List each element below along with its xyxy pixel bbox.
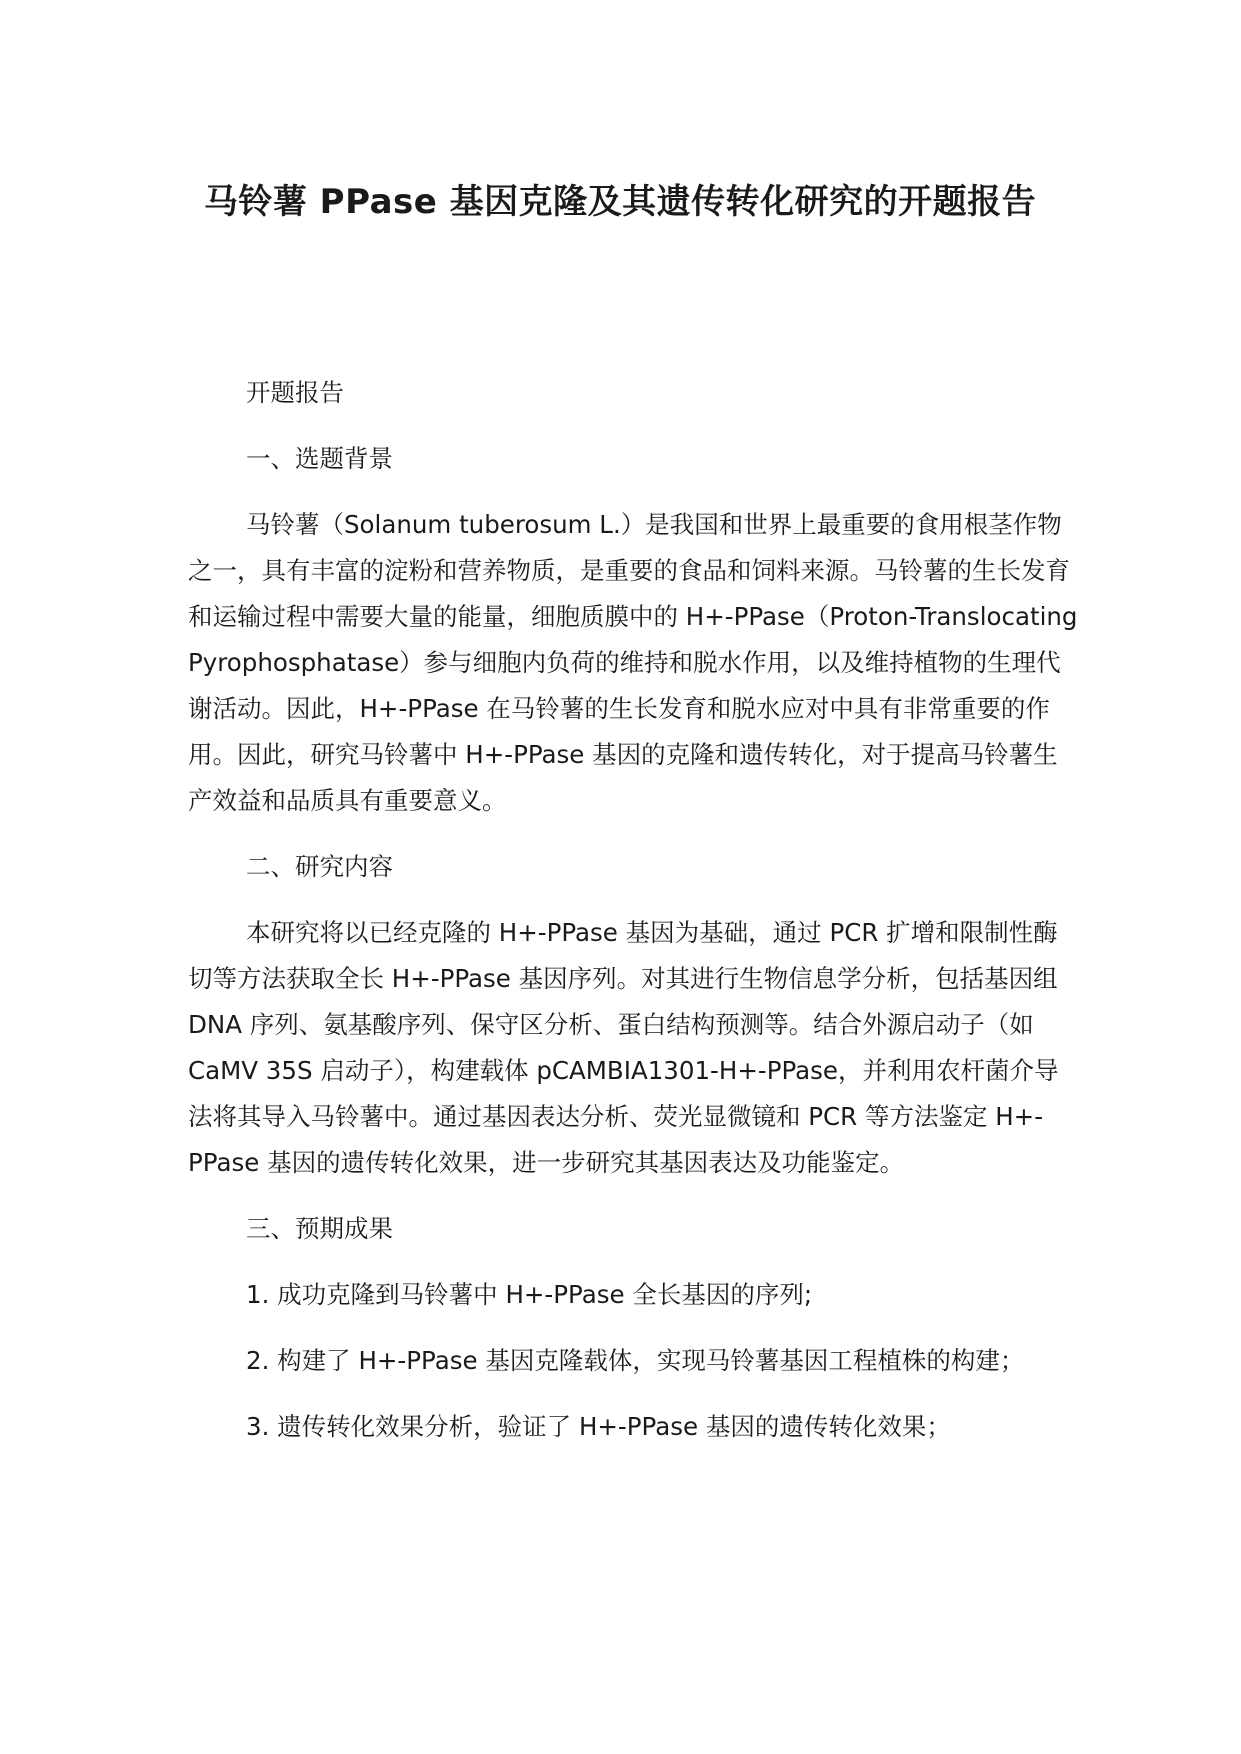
outcome-item-3: 3. 遗传转化效果分析，验证了 H+-PPase 基因的遗传转化效果；: [246, 1412, 951, 1441]
outcome-item-1: 1. 成功克隆到马铃薯中 H+-PPase 全长基因的序列;: [246, 1280, 813, 1309]
content-paragraph: 本研究将以已经克隆的 H+-PPase 基因为基础，通过 PCR 扩增和限制性酶切等方法获取全长 H+-PPase 基因序列。对其进行生物信息学分析，包括基因组 DNA 序列、氨基酸序列、保守区分析、蛋白结构预测等。结合外源启动子（如 CaMV 35S 启动子），构建载体 pCAMBIA1301-H+-PPase，并利用农杆菌介导法将其导入马铃薯中。通过基因表达分析、荧光显微镜和 PCR 等方法鉴定 H+-PPase 基因的遗传转化效果，进一步研究其基因表达及功能鉴定。: [188, 918, 1059, 1177]
section-label: 开题报告: [246, 378, 344, 407]
section-heading-content: 二、研究内容: [246, 852, 393, 881]
section-heading-background: 一、选题背景: [246, 444, 393, 473]
background-paragraph: 马铃薯（Solanum tuberosum L.）是我国和世界上最重要的食用根茎作物之一，具有丰富的淀粉和营养物质，是重要的食品和饲料来源。马铃薯的生长发育和运输过程中需要大量的能量，细胞质膜中的 H+-PPase（Proton-Translocating Pyrophosphatase）参与细胞内负荷的维持和脱水作用，以及维持植物的生理代谢活动。因此，H+-PPase 在马铃薯的生长发育和脱水应对中具有非常重要的作用。因此，研究马铃薯中 H+-PPase 基因的克隆和遗传转化，对于提高马铃薯生产效益和品质具有重要意义。: [188, 510, 1078, 815]
document-title: 马铃薯 PPase 基因克隆及其遗传转化研究的开题报告: [203, 182, 1037, 222]
section-heading-outcomes: 三、预期成果: [246, 1214, 393, 1243]
document-body: [188, 370, 1078, 1470]
outcome-item-2: 2. 构建了 H+-PPase 基因克隆载体，实现马铃薯基因工程植株的构建；: [246, 1346, 1025, 1375]
